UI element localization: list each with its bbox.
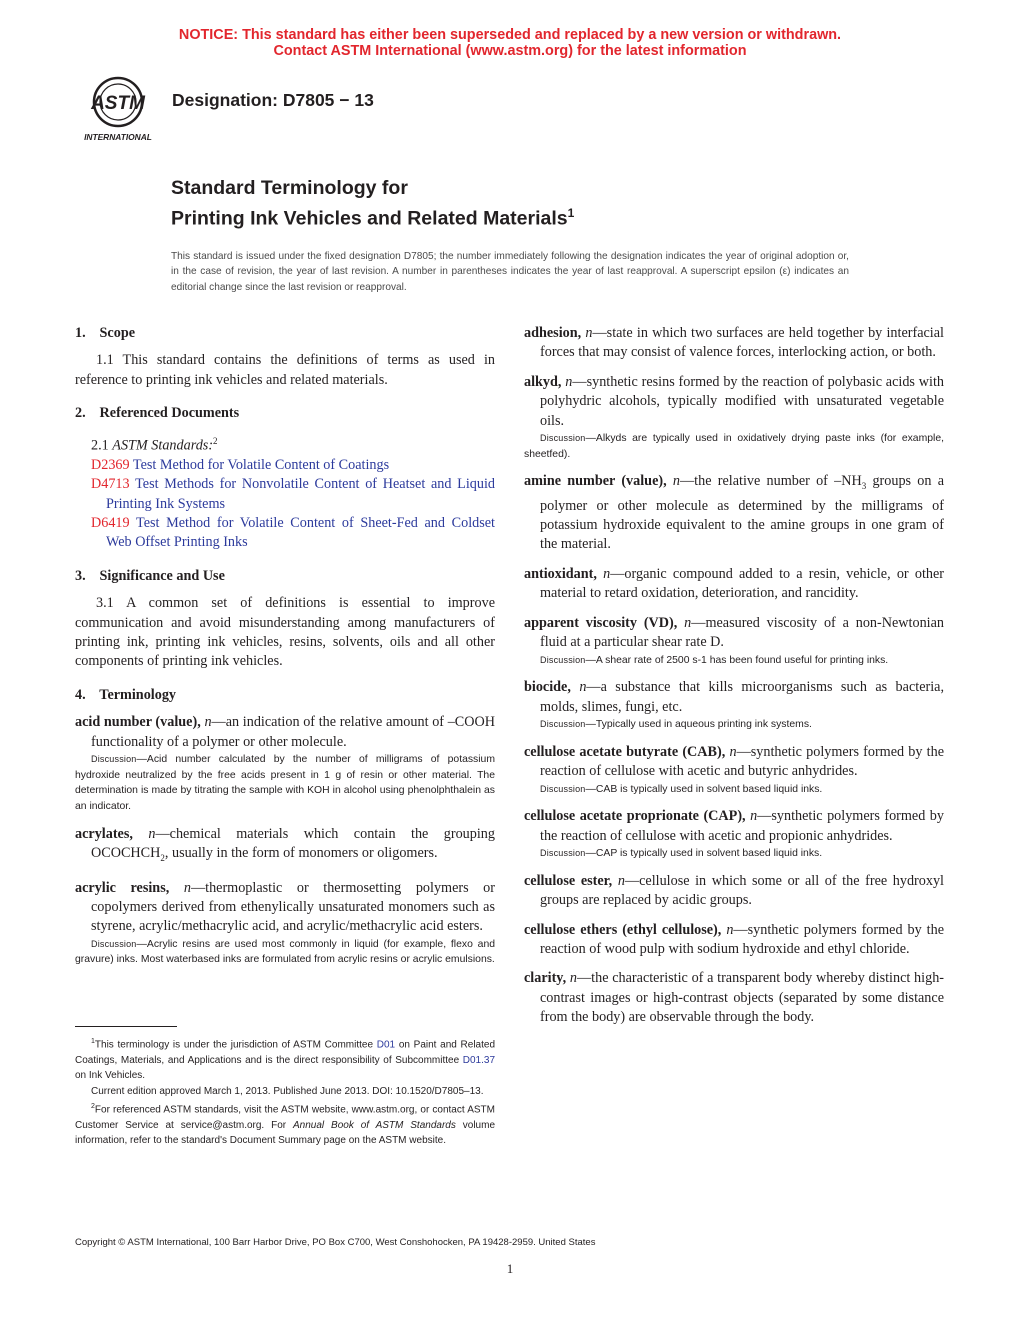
term-entry-clarity: clarity, n—the characteristic of a transparent body whereby distinct high-contrast images or high-contrast objects (separated by some distance from the body) are observable through the body. — [524, 970, 945, 1026]
term-entry-acrylic-resins: acrylic resins, n—thermoplastic or thermosetting polymers or copolymers derived from ethenylically unsaturated monomers such as styrene, acrylic/methacrylic acid, and acrylic/methacrylic acid esters. Discussion—Acrylic resins are used most commonly in liquid (for example, flexo and gravure) inks. Most waterbased inks are formulated from acrylic resins or acrylic emulsions. — [75, 879, 495, 966]
section-heading-scope: 1. Scope — [75, 325, 136, 341]
notice-line-2: Contact ASTM International (www.astm.org) for the latest information — [273, 43, 747, 59]
section-heading-terminology: 4. Terminology — [75, 686, 177, 703]
section-heading-referenced-documents: 2. Referenced Documents — [75, 405, 240, 422]
footnote-2: $^2$For referenced ASTM standards, visit the ASTM website, www.astm.org, or contact ASTM Customer Service at service@astm.org. For Annual Book of ASTM Standards volume information, refer to the standard's Document Summary page on the ASTM website. — [75, 1102, 496, 1147]
copyright: Copyright © ASTM International, 100 Barr Harbor Drive, PO Box C700, West Conshohocken, PA 19428-2959. United States — [75, 1237, 596, 1248]
term-entry-amine-number: amine number (value), n—the relative number of $-NH_3$ groups on a polymer or other molecule as determined by the milligrams of potassium hydroxide equivalent to the amine groups in one gram of the material. — [524, 473, 945, 553]
scope-paragraph: 1.1 This standard contains the definitions of terms as used in reference to printing ink vehicles and related materials. — [75, 352, 495, 388]
term-entry-biocide: biocide, n—a substance that kills microorganisms such as bacteria, molds, slimes, fungi, etc. Discussion—Typically used in aqueous printing ink systems. — [524, 679, 944, 731]
notice-line-1: NOTICE: This standard has either been superseded and replaced by a new version or withdrawn. — [178, 27, 842, 43]
reference-d6419[interactable]: D6419 Test Method for Volatile Content of Sheet-Fed and Coldset Web Offset Printing Inks — [91, 514, 495, 551]
link-d01-37[interactable]: D01.37 — [462, 1054, 496, 1066]
term-entry-cellulose-ethers: cellulose ethers (ethyl cellulose), n—synthetic polymers formed by the reaction of wood pulp with sodium hydroxide and ethyl chloride. — [524, 921, 945, 957]
term-entry-acid-number: acid number (value), n—an indication of the relative amount of –COOH functionality of a polymer or other molecule. Discussion—Acid number calculated by the number of milligrams of potassium hydroxide neutralized by the free acids present in 1 g of resin or other material. The determination is made by titrating the sample with KOH in alcohol using phenolphthalein as an indicator. — [75, 714, 496, 813]
term-entry-antioxidant: antioxidant, n—organic compound added to a resin, vehicle, or other material to retard oxidation, deterioration, and rancidity. — [524, 565, 944, 602]
title-line-1: Standard Terminology for — [171, 177, 408, 199]
issuance-note: This standard is issued under the fixed designation D7805; the number immediately following the designation indicates the year of original adoption or, in the case of revision, the year of last revision. A number in parentheses indicates the year of last reapproval. A superscript epsilon (ε) indicates an editorial change since the last revision or reapproval. — [171, 251, 849, 293]
reference-d4713[interactable]: D4713 Test Methods for Nonvolatile Content of Heatset and Liquid Printing Ink Systems — [91, 476, 496, 512]
document-title — [171, 176, 574, 232]
footnote-divider — [75, 1026, 177, 1027]
term-entry-cab: cellulose acetate butyrate (CAB), n—synthetic polymers formed by the reaction of cellulose with acetic and butyric anhydrides. Discussion—CAB is typically used in solvent based liquid inks. — [524, 743, 945, 795]
term-entry-apparent-viscosity: apparent viscosity (VD), n—measured viscosity of a non-Newtonian fluid at a particular shear rate D. Discussion—A shear rate of 2500 s-1 has been found useful for printing inks. — [524, 614, 944, 666]
designation: Designation: D7805 − 13 — [172, 90, 374, 110]
astm-logo-mark — [72, 76, 164, 148]
significance-paragraph: 3.1 A common set of definitions is essential to improve communication and avoid misunderstanding among manufacturers of printing ink, printing ink vehicles, resins, solvents, oils and all other components of printing ink vehicles. — [75, 595, 495, 670]
term-entry-alkyd: alkyd, n—synthetic resins formed by the reaction of polybasic acids with polyhydric alcohols, typically modified with unsaturated vegetable oils. Discussion—Alkyds are typically used in oxidatively drying paste inks (for example, sheetfed). — [524, 373, 944, 460]
left-column — [75, 324, 495, 978]
astm-standards-label: 2.1 ASTM Standards:$^2$ — [91, 435, 218, 454]
notice-banner — [0, 27, 1020, 59]
astm-logo — [72, 76, 164, 148]
footnotes — [75, 1034, 495, 1149]
title-footnote-mark[interactable]: 1 — [567, 206, 575, 220]
reference-d2369[interactable]: D2369 Test Method for Volatile Content of Coatings — [91, 456, 390, 473]
term-entry-adhesion: adhesion, n—state in which two surfaces are held together by interfacial forces that may consist of valence forces, interlocking action, or both. — [524, 325, 944, 361]
page-number: 1 — [506, 1261, 514, 1276]
footnote-1-edition: Current edition approved March 1, 2013. Published June 2013. DOI: 10.1520/D7805–13. — [91, 1085, 484, 1097]
term-entry-acrylates: acrylates, n—chemical materials which contain the grouping $OCOCHCH_2$, usually in the form of monomers or oligomers. — [75, 825, 495, 864]
logo-text: ASTM — [91, 93, 145, 114]
link-d01[interactable]: D01 — [376, 1039, 396, 1051]
term-entry-cap: cellulose acetate proprionate (CAP), n—synthetic polymers formed by the reaction of cellulose with acetic and propionic anhydrides. Discussion—CAP is typically used in solvent based liquid inks. — [524, 808, 944, 860]
section-heading-significance: 3. Significance and Use — [75, 567, 225, 584]
term-entry-cellulose-ester: cellulose ester, n—cellulose in which some or all of the free hydroxyl groups are replaced by acidic groups. — [524, 872, 944, 909]
logo-subtext: INTERNATIONAL — [84, 132, 152, 142]
footnote-1: $^1$This terminology is under the jurisdiction of ASTM Committee D01 on Paint and Related Coatings, Materials, and Applications and is the direct responsibility of Subcommittee D01.37 on Ink Vehicles. — [75, 1038, 496, 1082]
right-column — [524, 324, 944, 1038]
title-line-2: Printing Ink Vehicles and Related Materials$^1$ — [171, 206, 575, 230]
